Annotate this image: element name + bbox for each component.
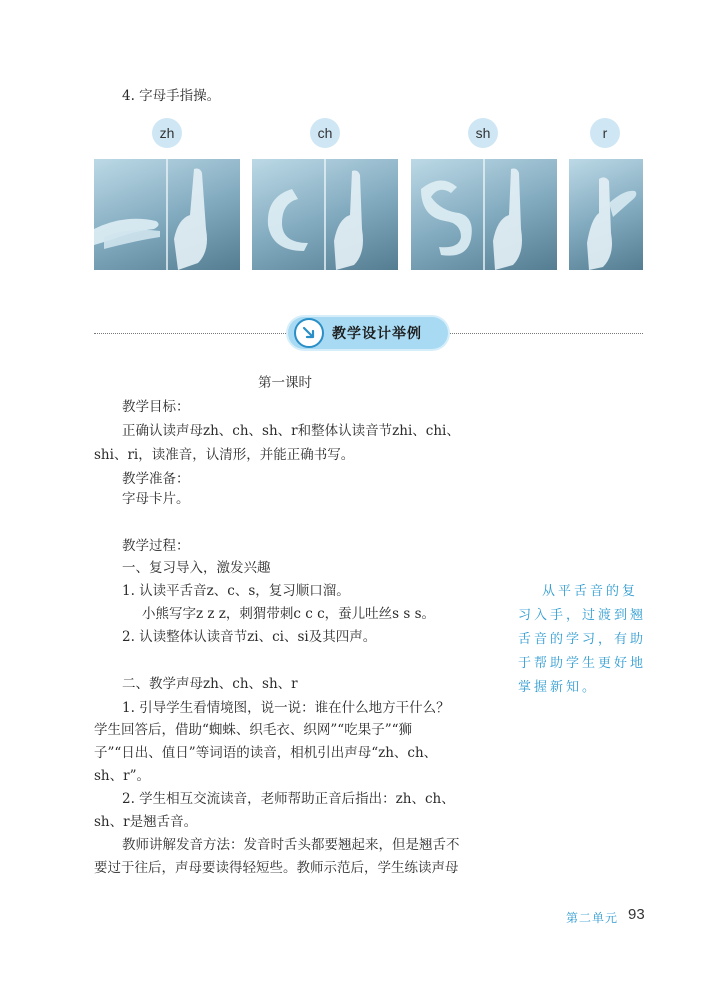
side-note-line: 掌握新知。	[518, 680, 599, 695]
body-line: 1. 引导学生看情境图，说一说：谁在什么地方干什么？	[122, 700, 450, 716]
side-note-line: 习入手，过渡到翘	[518, 608, 647, 623]
body-line: 学生回答后，借助“蜘蛛、织毛衣、织网”“吃果子”“狮	[94, 722, 413, 738]
body-line: 一、复习导入，激发兴趣	[122, 560, 271, 576]
gesture-label-ch: ch	[310, 118, 340, 148]
page-number: 93	[628, 906, 645, 923]
footer-unit: 第二单元	[566, 911, 619, 925]
arrow-icon	[294, 318, 324, 348]
body-line: 要过于往后，声母要读得轻短些。教师示范后，学生练读声母	[94, 860, 459, 876]
gesture-label-zh: zh	[152, 118, 182, 148]
body-line: 教学过程：	[122, 538, 190, 554]
lesson-title: 第一课时	[258, 375, 312, 391]
side-note-line: 舌音的学习，有助	[518, 632, 647, 647]
body-line: 教学目标：	[122, 399, 190, 415]
section-heading: 4. 字母手指操。	[122, 88, 221, 104]
body-line: 教师讲解发音方法：发音时舌头都要翘起来，但是翘舌不	[122, 837, 460, 853]
side-note-line: 从平舌音的复	[542, 584, 639, 599]
section-banner	[288, 317, 448, 349]
divider-left	[94, 333, 288, 334]
body-line: 字母卡片。	[122, 491, 190, 507]
gesture-label-sh: sh	[468, 118, 498, 148]
body-line: 正确认读声母zh、ch、sh、r和整体认读音节zhi、chi、	[122, 423, 460, 439]
side-note-line: 于帮助学生更好地	[518, 656, 647, 671]
body-line: 教学准备：	[122, 471, 190, 487]
gesture-photo-ch	[252, 159, 398, 270]
body-line: 2. 学生相互交流读音，老师帮助正音后指出：zh、ch、	[122, 791, 455, 807]
body-line: shi、ri，读准音，认清形，并能正确书写。	[94, 447, 355, 463]
body-line: 小熊写字z z z，刺猬带刺c c c，蚕儿吐丝s s s。	[142, 606, 436, 622]
body-line: 二、教学声母zh、ch、sh、r	[122, 676, 298, 692]
gesture-photo-zh	[94, 159, 240, 270]
body-line: 子”“日出、值日”等词语的读音，相机引出声母“zh、ch、	[94, 745, 438, 761]
divider-right	[450, 333, 643, 334]
body-line: 1. 认读平舌音z、c、s，复习顺口溜。	[122, 583, 350, 599]
banner-title: 教学设计举例	[332, 326, 422, 342]
gesture-photo-sh	[411, 159, 557, 270]
body-line: sh、r是翘舌音。	[94, 814, 198, 830]
body-line: sh、r”。	[94, 768, 150, 784]
body-line: 2. 认读整体认读音节zi、ci、si及其四声。	[122, 629, 377, 645]
gesture-photo-r	[569, 159, 643, 270]
gesture-label-r: r	[590, 118, 620, 148]
